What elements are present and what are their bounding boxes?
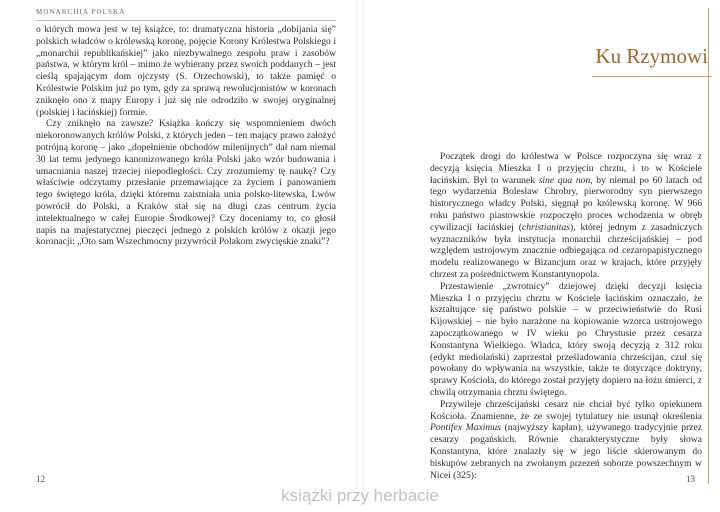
italic-term: Pontifex Maximus: [430, 422, 501, 434]
running-head-rule: [36, 20, 336, 21]
running-head: MONARCHIA POLSKA: [36, 8, 126, 16]
left-page-text: [36, 24, 336, 248]
text-run: (najwyższy kapłan), używanego tradycyjnie przez cesarzy pogańskich. Równie charakterystyczne były słowa Konstantyna, które znalazły się w jego liście skierowanym do biskupów zebranych na zwołanym przezeń soborze powszechnym w Nicei (325):: [430, 422, 702, 481]
chapter-title-rule: [592, 76, 712, 77]
text-run: Początek drogi do królestwa w Polsce rozpoczyna się wraz z decyzją księcia Mieszka I o przyjęciu chrztu, i to w Kościele łacińskim. Był to warunek: [430, 151, 702, 186]
right-paragraph-3: [430, 399, 702, 482]
text-run: Przywileje chrześcijański cesarz nie chciał być tylko opiekunem Kościoła. Znamienne, że ze swojej tytulatury nie usunął określenia: [430, 398, 702, 422]
book-gutter: [356, 0, 364, 490]
text-run: , by niemal po 60 latach od tego wydarzenia Bolesław Chrobry, pierworodny syn pierwszego historycznego władcy Polski, sięgnął po królewską koronę. W 966 roku państwo piastowskie rozpoczęło proces wchodzenia w obręb cywilizacji łacińskiej (: [430, 174, 702, 233]
right-paragraph-1: [430, 151, 702, 281]
left-page: [0, 0, 356, 490]
right-paragraph-2: Przestawienie „zwrotnicy” dziejowej dzięki decyzji księcia Mieszka I o przyjęciu chrztu w Kościele łacińskim oznaczało, że kształtujące się państwo polskie – w przeciwieństwie do Rusi Kijowskiej – nie było narażone na kopiowanie wzorca ustrojowego zapoczątkowanego w IV wieku po Chrystusie przez cesarza Konstantyna Wielkiego. Władca, który swoją decyzją z 312 roku (edykt mediolański) zaprzestał prześladowania chrześcijan, czuł się powołany do wpływania na wszystkie, także te dotyczące doktryny, sprawy Kościoła, do którego został przyjęty dopiero na łożu śmierci, z chwilą otrzymania chrztu świętego.: [430, 280, 702, 398]
left-paragraph-1: o których mowa jest w tej książce, to: dramatyczna historia „dobijania się” polskich władców o królewską koronę, pojęcie Korony Królestwa Polskiego i „monarchii republikańskiej” jako niezbywalnego zespołu praw i zasobów państwa, w którym król – mimo że wybierany przez swoich poddanych – jest cieślą spajającym dom ojczysty (S. Orzechowski), to także pamięć o Królestwie Polskim już po tym, gdy za sprawą rewolucjonistów w koronach zniknęło ono z mapy Europy i już się nie odrodziło w swojej oryginalnej (polskiej i łacińskiej) formie.: [36, 24, 336, 118]
chapter-title: Ku Rzymowi: [595, 44, 708, 68]
text-run: ), której jednym z zasadniczych wyznaczników była instytucja monarchii chrześcijańskiej – pod względem ustrojowym znacznie odbiegająca od cezaropapistycznego modelu realizowanego w Bizancjum oraz w krajach, które przyjęły chrzest za pośrednictwem Konstantynopola.: [430, 221, 702, 280]
italic-term: christianitas: [521, 221, 570, 233]
right-page-text: [430, 151, 702, 481]
page-edge-line: [708, 8, 709, 484]
watermark: książki przy herbacie: [281, 486, 439, 505]
left-paragraph-2: Czy zniknęło na zawsze? Książka kończy się wspomnieniem dwóch niekoronowanych królów Polski, z których jeden – ten mający prawo założyć potrójną koronę – jako „dopełnienie obchodów milenijnych” dał nam niemal 30 lat temu jedynego kanonizowanego króla Polski jako wzór budowania i umacniania naszej trzeciej niepodległości. Czy zrozumiemy tę naukę? Czy właściwie odczytamy przesłanie przemawiające za życiem i panowaniem tego świętego króla, dzięki któremu zaistniała unia polsko-litewska, Lwów powrócił do Polski, a Kraków stał się na długi czas centrum życia intelektualnego w całej Europie Środkowej? Czy doceniamy to, co głosił napis na majestatycznej pieczęci jednego z polskich królów z okazji jego koronacji: „Oto sam Wszechmocny przywrócił Polakom zwycięskie znaki”?: [36, 118, 336, 248]
italic-term: sine qua non: [538, 174, 591, 186]
page-number-right: 13: [686, 474, 695, 484]
right-page: [364, 0, 720, 490]
page-number-left: 12: [36, 474, 45, 484]
